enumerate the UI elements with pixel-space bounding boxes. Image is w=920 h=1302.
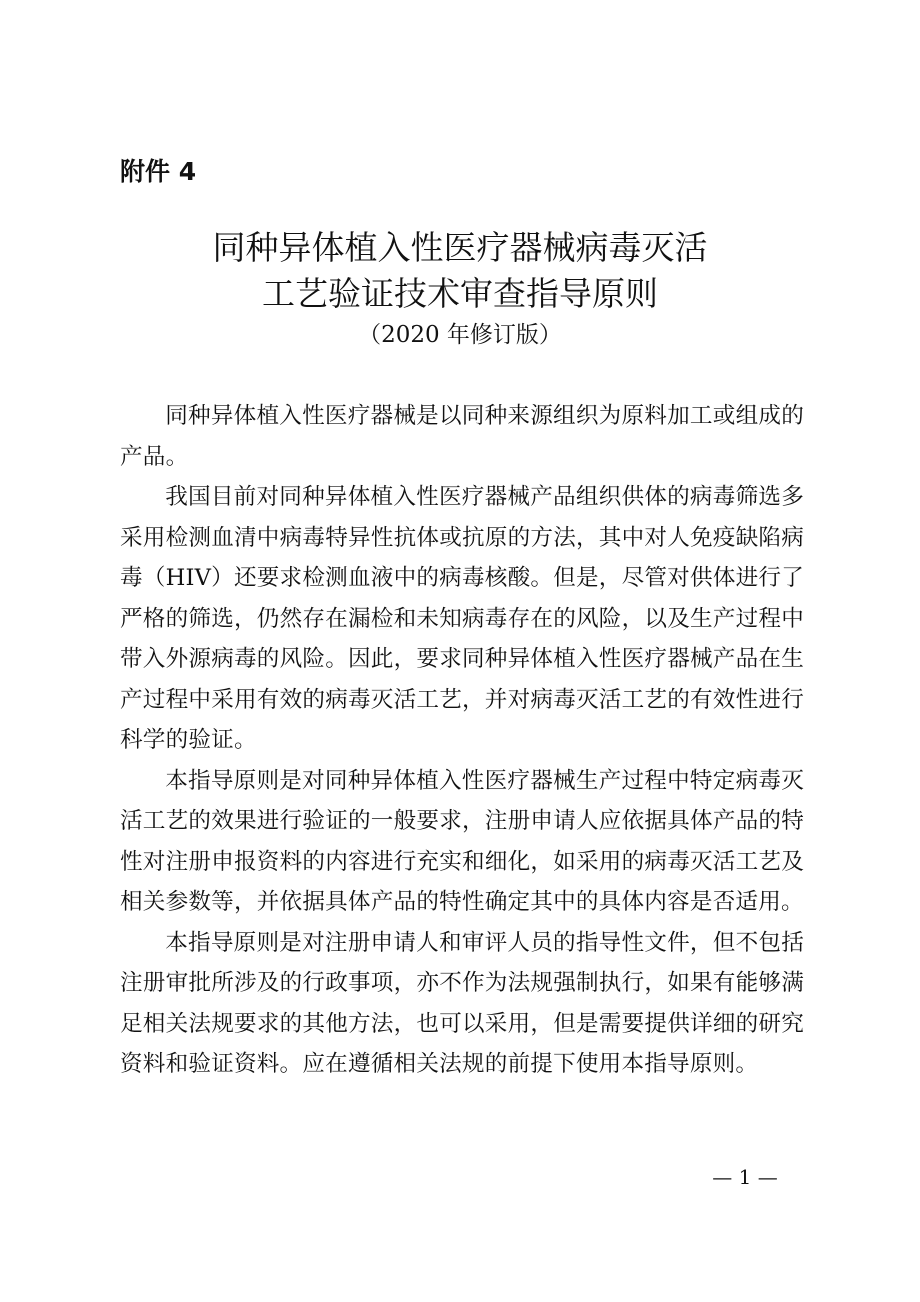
document-body bbox=[120, 396, 804, 1085]
document-title-line-2: 工艺验证技术审查指导原则 bbox=[262, 274, 658, 313]
paragraph: 我国目前对同种异体植入性医疗器械产品组织供体的病毒筛选多采用检测血清中病毒特异性抗体或抗原的方法，其中对人免疫缺陷病毒（HIV）还要求检测血液中的病毒核酸。但是，尽管对供体进行了严格的筛选，仍然存在漏检和未知病毒存在的风险，以及生产过程中带入外源病毒的风险。因此，要求同种异体植入性医疗器械产品在生产过程中采用有效的病毒灭活工艺，并对病毒灭活工艺的有效性进行科学的验证。 bbox=[120, 484, 804, 753]
attachment-label: 附件 4 bbox=[120, 157, 197, 186]
document-subtitle: （2020 年修订版） bbox=[358, 322, 562, 348]
paragraph: 同种异体植入性医疗器械是以同种来源组织为原料加工或组成的产品。 bbox=[120, 403, 804, 470]
document-title-line-1: 同种异体植入性医疗器械病毒灭活 bbox=[212, 228, 708, 267]
paragraph: 本指导原则是对注册申请人和审评人员的指导性文件，但不包括注册审批所涉及的行政事项，亦不作为法规强制执行，如果有能够满足相关法规要求的其他方法，也可以采用，但是需要提供详细的研究资料和验证资料。应在遵循相关法规的前提下使用本指导原则。 bbox=[120, 929, 804, 1077]
paragraph: 本指导原则是对同种异体植入性医疗器械生产过程中特定病毒灭活工艺的效果进行验证的一般要求，注册申请人应依据具体产品的特性对注册申报资料的内容进行充实和细化，如采用的病毒灭活工艺及相关参数等，并依据具体产品的特性确定其中的具体内容是否适用。 bbox=[120, 767, 804, 915]
page-number: — 1 — bbox=[712, 1165, 778, 1189]
